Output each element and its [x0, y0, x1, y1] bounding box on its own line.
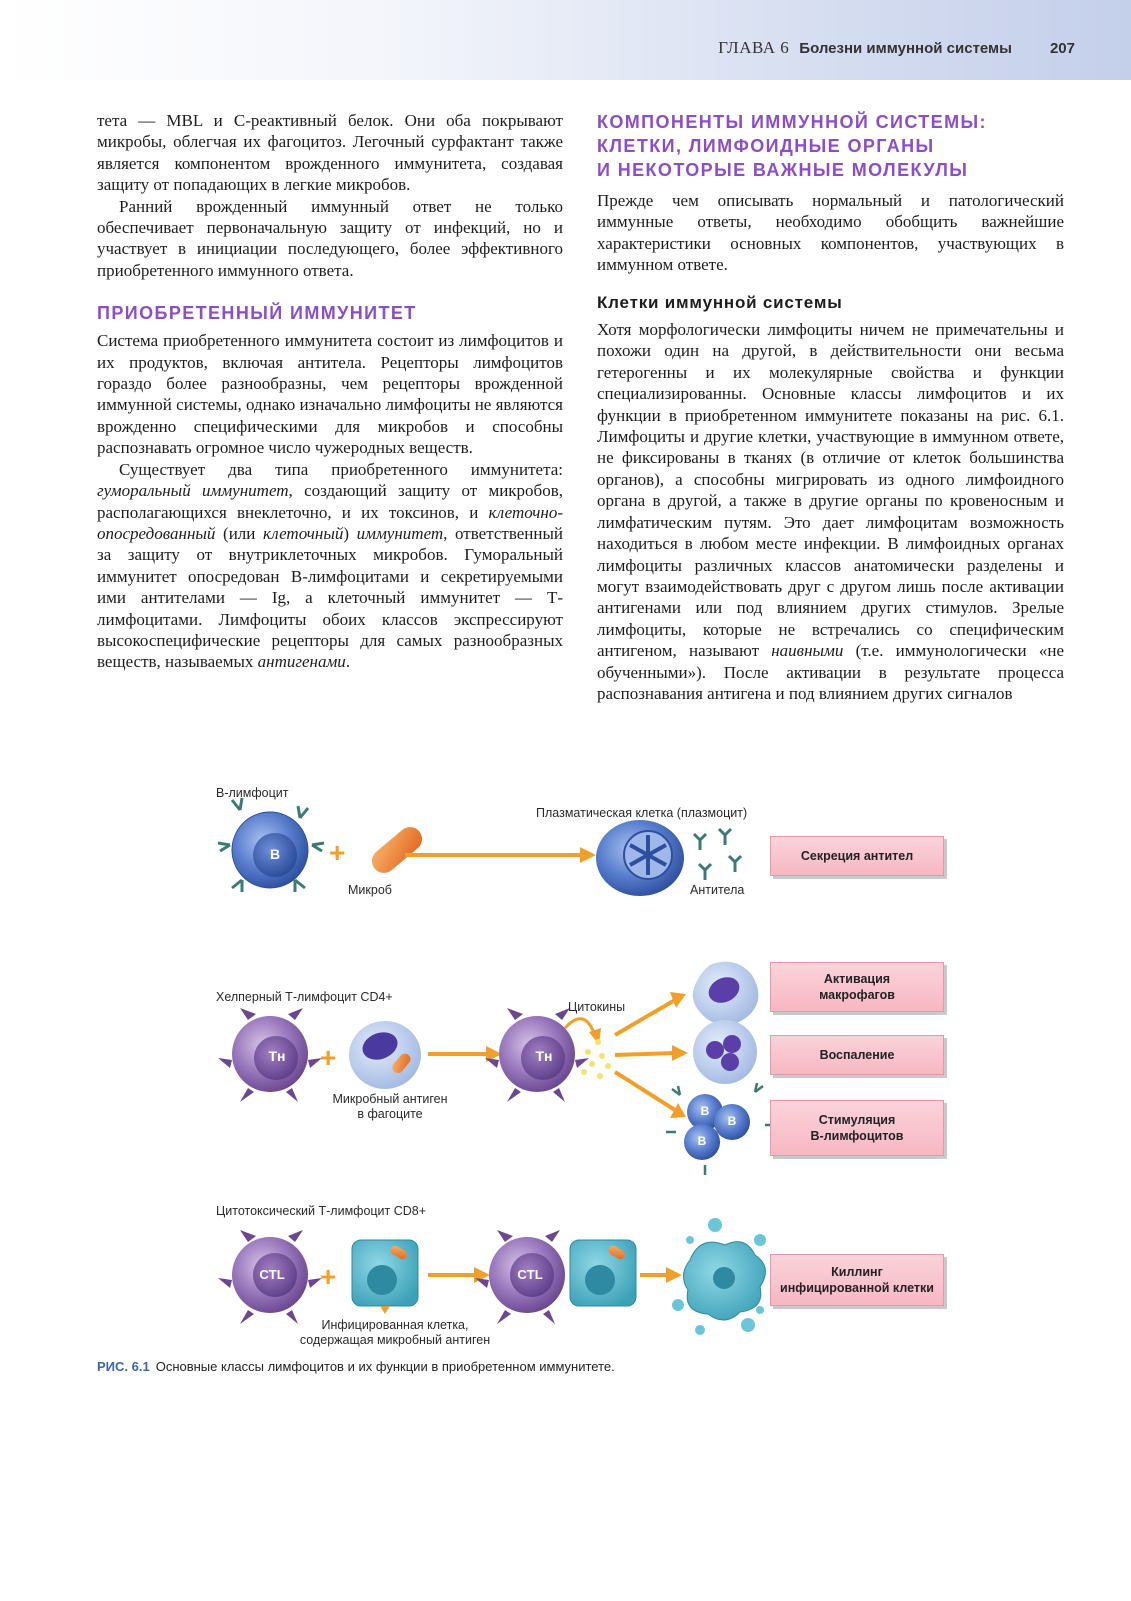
killed-infected-cell	[672, 1218, 780, 1335]
microbe	[367, 822, 427, 878]
result-box: Стимуляция В-лимфоцитов	[770, 1100, 944, 1156]
result-box: Воспаление	[770, 1035, 944, 1075]
figure-label: Микробный антиген в фагоците	[332, 1092, 448, 1121]
cell-letter: B	[700, 1104, 710, 1118]
figure-label: Инфицированная клетка, содержащая микробный антиген	[299, 1318, 491, 1347]
chapter-title: Болезни иммунной системы	[799, 40, 1012, 57]
figure-label: Цитокины	[568, 1000, 626, 1014]
figure-number: РИС. 6.1	[97, 1359, 150, 1374]
cell-letter: B	[697, 1134, 707, 1148]
section-heading-line: И НЕКОТОРЫЕ ВАЖНЫЕ МОЛЕКУЛЫ	[597, 160, 969, 180]
paragraph: Существует два типа приобретенного иммунитета: гуморальный иммунитет, создающий защиту от микробов, располагающихся внеклеточно, и их токсинов, и клеточно-опосредованный (или клеточный) иммунитет, ответственный за защиту от внутриклеточных микробов. Гуморальный иммунитет опосредован В-лимфоцитами и секретируемыми ими антителами — Ig, а клеточный иммунитет — Т-лимфоцитами. Лимфоциты обоих классов экспрессируют высокоспецифические рецепторы для самых разнообразных веществ, называемых антигенами.	[97, 459, 564, 672]
plus-sign: +	[329, 837, 346, 868]
cell-letter: CTL	[517, 1267, 543, 1282]
running-header	[718, 38, 1075, 58]
figure-label: Плазматическая клетка (плазмоцит)	[536, 806, 748, 820]
b-lymphocyte	[218, 798, 324, 892]
figure-label: В-лимфоцит	[216, 786, 289, 800]
paragraph: Ранний врожденный иммунный ответ не только обеспечивает первоначальную защиту от инфекций, но и участвует в инициации последующего, более эффективного приобретенного иммунного ответа.	[97, 196, 563, 280]
cell-letter: Tн	[535, 1048, 553, 1064]
subsection-heading: Клетки иммунной системы	[597, 292, 843, 312]
figure-label: Хелперный Т-лимфоцит CD4+	[216, 990, 393, 1004]
paragraph: Хотя морфологически лимфоциты ничем не примечательны и похожи один на другой, в действительности они весьма гетерогенны и их молекулярные свойства и функции специализированны. Основные классы лимфоцитов и их функции в приобретенном иммунитете показаны на рис. 6.1. Лимфоциты и другие клетки, участвующие в иммунном ответе, не фиксированы в тканях (в отличие от клеток большинства органов), а способны мигрировать из одного лимфоидного органа в другой, а также в другие органы по кровеносным и лимфатическим путям. Это дает лимфоцитам возможность находиться в любом месте инфекции. В лимфоидных органах лимфоциты различных классов анатомически разделены и могут взаимодействовать друг с другом лишь после активации антигенами или под влиянием других стимулов. Зрелые лимфоциты, которые не встречались со специфическим антигеном, называют наивными (т.е. иммунологически «не обученными»). После активации в результате процесса распознавания антигена и под влиянием других сигналов	[597, 320, 1065, 703]
cell-letter: CTL	[259, 1267, 285, 1282]
result-box: Секреция антител	[770, 836, 944, 876]
page-number: 207	[1049, 40, 1075, 57]
figure-label: Антитела	[690, 883, 745, 897]
figure-caption	[97, 1359, 1037, 1374]
cell-letter: B	[727, 1114, 737, 1128]
chapter-number: ГЛАВА 6	[718, 38, 790, 57]
section-heading-line: КОМПОНЕНТЫ ИММУННОЙ СИСТЕМЫ:	[597, 112, 987, 132]
arrow	[615, 1000, 675, 1110]
arrow	[405, 847, 596, 863]
section-heading: ПРИОБРЕТЕННЫЙ ИММУНИТЕТ	[97, 303, 417, 324]
b-lymphocyte-cluster	[666, 1083, 775, 1175]
paragraph: Прежде чем описывать нормальный и патологический иммунные ответы, необходимо обобщить важнейшие характеристики основных компонентов, участвующих в иммунном ответе.	[597, 191, 1064, 275]
result-box: Активация макрофагов	[770, 962, 944, 1012]
phagocyte	[349, 1021, 421, 1089]
result-box: Киллинг инфицированной клетки	[770, 1254, 944, 1306]
figure-caption-text: Основные классы лимфоцитов и их функции в приобретенном иммунитете.	[155, 1359, 615, 1374]
paragraph: тета — MBL и С-реактивный белок. Они оба покрывают микробы, облегчая их фагоцитоз. Легочный сурфактант также является компонентом врожденного иммунитета, создавая защиту от попадающих в легкие микробов.	[97, 111, 563, 195]
macrophage	[693, 962, 759, 1025]
paragraph: Система приобретенного иммунитета состоит из лимфоцитов и их продуктов, включая антитела. Рецепторы лимфоцитов гораздо более разнообразны, чем рецепторы врожденной иммунной системы, однако изначально лимфоциты не являются врожденно специфическими для микробов и способны распознавать огромное число чужеродных веществ.	[97, 331, 563, 458]
cell-letter: B	[269, 846, 281, 862]
infected-cell-engaged	[570, 1240, 636, 1306]
plus-sign: +	[320, 1261, 337, 1292]
figure-6-1	[200, 770, 960, 1360]
neutrophil	[693, 1020, 757, 1084]
plus-sign: +	[320, 1042, 337, 1073]
left-column	[97, 110, 563, 673]
infected-cell	[352, 1240, 418, 1314]
antibodies	[694, 829, 741, 880]
section-heading-line: КЛЕТКИ, ЛИМФОИДНЫЕ ОРГАНЫ	[597, 136, 935, 156]
arrow	[640, 1267, 682, 1283]
plasma-cell	[596, 820, 684, 896]
figure-label: Цитотоксический Т-лимфоцит CD8+	[216, 1204, 427, 1218]
cell-letter: Tн	[268, 1048, 286, 1064]
right-column	[597, 110, 1064, 704]
figure-label: Микроб	[348, 883, 392, 897]
